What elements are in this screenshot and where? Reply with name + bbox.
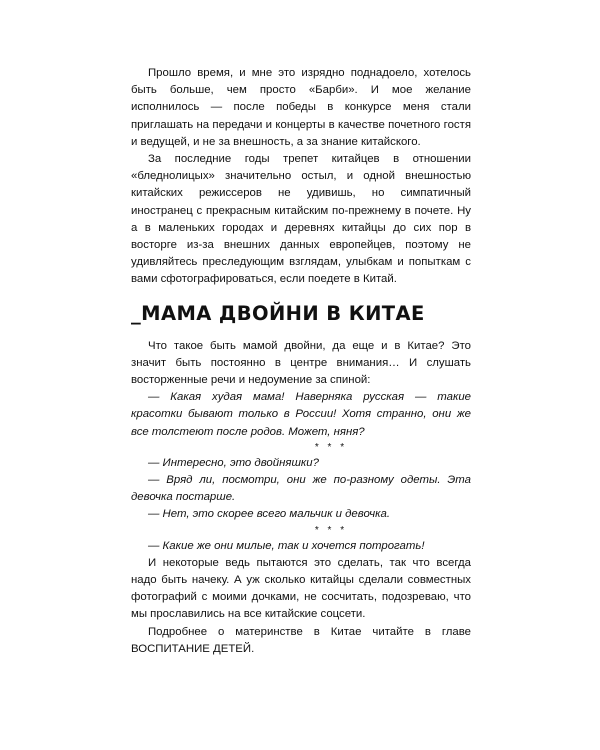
- quote-1: — Какая худая мама! Наверняка русская — такие красотки бывают только в России! Хотя странно, они же все толстеют после родов. Может, няня?: [131, 391, 471, 438]
- separator-2: * * *: [314, 524, 348, 536]
- quote-3: — Вряд ли, посмотри, они же по-разному одеты. Эта девочка постарше.: [131, 474, 471, 504]
- paragraph-2: За последние годы трепет китайцев в отношении «бледнолицых» значительно остыл, и одной внешностью китайских режиссеров не удивишь, но симпатичный иностранец с прекрасным китайским по-прежнему в почете. Ну а в маленьких городах и деревнях китайцы до сих пор в восторге из-за внешних данных европейцев, поэтому не удивляйтесь преследующим взглядам, улыбкам и попыткам с вами сфотографироваться, если поедете в Китай.: [131, 153, 471, 286]
- quote-5: — Какие же они милые, так и хочется потрогать!: [148, 539, 425, 552]
- page-content: [131, 65, 471, 658]
- paragraph-1: Прошло время, и мне это изрядно поднадоело, хотелось быть больше, чем просто «Барби». И мое желание исполнилось — после победы в конкурсе меня стали приглашать на передачи и концерты в качестве почетного гостя и ведущей, и не за внешность, а за знание китайского.: [131, 67, 471, 148]
- quote-4: — Нет, это скорее всего мальчик и девочка.: [148, 508, 391, 521]
- paragraph-4: Подробнее о материнстве в Китае читайте в главе ВОСПИТАНИЕ ДЕТЕЙ.: [131, 625, 471, 655]
- section-intro: Что такое быть мамой двойни, да еще и в Китае? Это значит быть постоянно в центре внимания… И слушать восторженные речи и недоумение за спиной:: [131, 339, 471, 387]
- separator-1: * * *: [314, 441, 348, 453]
- section-heading: _МАМА ДВОЙНИ В КИТАЕ: [131, 301, 425, 325]
- paragraph-3: И некоторые ведь пытаются это сделать, так что всегда надо быть начеку. А уж сколько китайцы сделали совместных фотографий с моими дочками, не сосчитать, подозреваю, что мы прославились на все китайские соцсети.: [131, 556, 471, 621]
- quote-2: — Интересно, это двойняшки?: [148, 456, 319, 469]
